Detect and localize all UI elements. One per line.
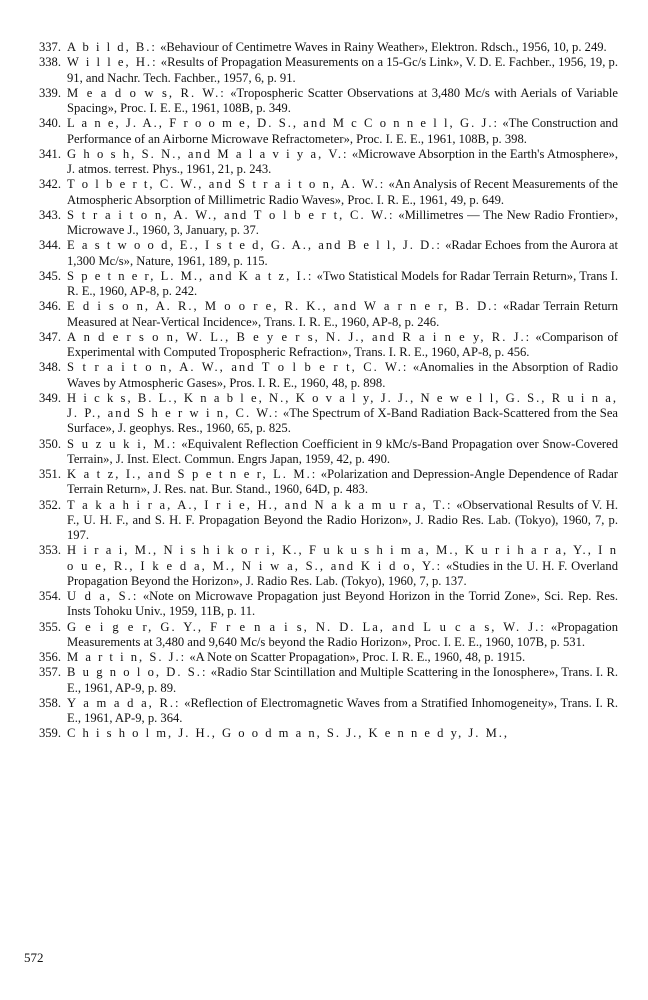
reference-item [24,543,618,589]
reference-authors: B u g n o l o, D. S.: [67,665,208,680]
reference-title: «The Construction and Performance of an Airborne Microwave Refractometer», Proc. I. E. E., 1961, 108B, p. 398. [67,116,618,146]
reference-number: 351. [38,467,61,481]
reference-authors: U d a, S.: [67,589,139,603]
reference-title: «Tropospheric Scatter Observations at 3,480 Mc/s with Aerials of Variable Spacing», Proc. I. E. E., 1961, 108B, p. 349. [67,85,618,115]
reference-text [67,177,618,208]
reference-item [24,650,618,665]
reference-authors: G h o s h, S. N., and M a l a v i y a, V.: [67,146,349,161]
reference-authors: S t r a i t o n, A. W., and T o l b e r t, C. W.: [67,360,409,375]
reference-text [67,269,618,300]
page-number: 572 [24,950,44,965]
reference-authors: S u z u k i, M.: [67,436,178,451]
reference-text [67,543,618,589]
reference-title: «Behaviour of Centimetre Waves in Rainy Weather», Elektron. Rdsch., 1956, 10, p. 249. [160,40,607,54]
reference-text [67,620,618,651]
reference-number: 339. [38,85,61,100]
reference-authors: T o l b e r t, C. W., and S t r a i t o n, A. W.: [67,177,386,192]
reference-item [24,269,618,300]
reference-authors: M a r t i n, S. J.: [67,650,187,664]
reference-item [24,86,618,117]
reference-authors: G e i g e r, G. Y., F r e n a i s, N. D. La, and L u c a s, W. J.: [67,619,546,634]
reference-title: «An Analysis of Recent Measurements of the Atmospheric Absorption of Millimetric Radio Waves», Proc. I. R. E., 1961, 49, p. 649. [67,177,618,207]
reference-authors: H i c k s, B. L., K n a b l e, N., K o v a l y, J. J., N e w e l l, G. S., R u i n a, J. P., and S h e r w i n, C. W.: [67,390,618,420]
reference-text [67,360,618,391]
reference-title: «Studies in the U. H. F. Overland Propagation Beyond the Horizon», J. Radio Res. Lab. (Tokyo), 1960, 7, p. 137. [67,558,618,588]
reference-text [67,40,618,55]
reference-text [67,437,618,468]
reference-authors: A n d e r s o n, W. L., B e y e r s, N. J., and R a i n e y, R. J.: [67,329,532,344]
reference-item [24,726,618,741]
reference-authors: E a s t w o o d, E., I s t e d, G. A., and B e l l, J. D.: [67,238,442,253]
reference-text [67,116,618,147]
reference-number: 346. [38,299,61,314]
reference-authors: L a n e, J. A., F r o o m e, D. S., and M c C o n n e l l, G. J.: [67,116,500,131]
reference-authors: W i l l e, H.: [67,55,158,70]
reference-item [24,391,618,437]
reference-authors: C h i s h o l m, J. H., G o o d m a n, S. J., K e n n e d y, J. M., [67,726,510,741]
reference-authors: A b i l d, B.: [67,40,157,54]
reference-number: 357. [38,665,61,680]
reference-item [24,589,618,620]
reference-title: «Propagation Measurements at 3,480 and 9,640 Mc/s beyond the Radio Horizon», Proc. I. E. E., 1960, 107B, p. 531. [67,619,619,649]
reference-authors: K a t z, I., and S p e t n e r, L. M.: [67,467,318,481]
reference-title: «Radar Terrain Return Measured at Near-Vertical Incidence», Trans. I. R. E., 1960, AP-8, p. 246. [67,299,619,329]
reference-text [67,86,618,117]
reference-text [67,147,618,178]
reference-number: 338. [38,55,61,70]
reference-item [24,55,618,86]
reference-item [24,330,618,361]
reference-item [24,116,618,147]
reference-text [67,467,618,498]
reference-title: «Equivalent Reflection Coefficient in 9 kMc/s-Band Propagation over Snow-Covered Terrain», J. Inst. Elect. Commun. Engrs Japan, 1959, 42, p. 490. [67,436,618,466]
reference-number: 353. [38,543,61,558]
reference-number: 340. [38,116,61,131]
reference-number: 350. [38,436,61,451]
reference-authors: Y a m a d a, R.: [67,695,181,710]
reference-item [24,665,618,696]
reference-title: «The Spectrum of X-Band Radiation Back-Scattered from the Sea Surface», J. geophys. Res., 1960, 65, p. 825. [67,406,618,436]
reference-title: «Results of Propagation Measurements on a 15-Gc/s Link», V. D. E. Fachber., 1956, 19, p. 91, and Nachr. Tech. Fachber., 1957, 6, p. 91. [67,55,618,85]
reference-title: «Anomalies in the Absorption of Radio Waves by Atmospheric Gases», Pros. I. R. E., 1960, 48, p. 898. [67,360,618,390]
reference-number: 342. [38,177,61,192]
reference-title: «A Note on Scatter Propagation», Proc. I. R. E., 1960, 48, p. 1915. [189,650,526,664]
reference-title: «Millimetres — The New Radio Frontier», Microwave J., 1960, 3, January, p. 37. [67,207,618,237]
reference-title: «Radar Echoes from the Aurora at 1,300 Mc/s», Nature, 1961, 189, p. 115. [67,238,618,268]
reference-title: «Two Statistical Models for Radar Terrain Return», Trans I. R. E., 1960, AP-8, p. 242. [67,268,618,298]
reference-item [24,40,618,55]
reference-text [67,726,618,741]
reference-number: 354. [38,589,61,603]
reference-number: 349. [38,390,61,405]
reference-item [24,299,618,330]
reference-title: «Reflection of Electromagnetic Waves from a Stratified Inhomogeneity», Trans. I. R. E., 1961, AP-9, p. 364. [67,695,618,725]
reference-number: 356. [38,650,61,664]
reference-number: 347. [38,329,61,344]
reference-number: 352. [38,497,61,512]
reference-text [67,498,618,544]
reference-authors: M e a d o w s, R. W.: [67,85,226,100]
reference-text [67,650,618,665]
reference-number: 359. [38,726,61,741]
reference-text [67,665,618,696]
reference-item [24,208,618,239]
reference-text [67,208,618,239]
reference-number: 355. [38,619,61,634]
reference-number: 348. [38,360,61,375]
reference-authors: S p e t n e r, L. M., and K a t z, I.: [67,268,314,283]
reference-title: «Polarization and Depression-Angle Dependence of Radar Terrain Return», J. Res. nat. Bur. Stand., 1960, 64D, p. 483. [67,467,618,497]
reference-authors: T a k a h i r a, A., I r i e, H., and N a k a m u r a, T.: [67,497,453,512]
reference-title: «Comparison of Experimental with Computed Tropospheric Refraction», Trans. I. R. E., 1960, AP-8, p. 456. [67,329,619,359]
reference-item [24,437,618,468]
reference-text [67,299,618,330]
reference-text [67,589,618,620]
reference-authors: S t r a i t o n, A. W., and T o l b e r t, C. W.: [67,207,395,222]
reference-item [24,620,618,651]
reference-title: «Radio Star Scintillation and Multiple Scattering in the Ionosphere», Trans. I. R. E., 1961, AP-9, p. 89. [67,665,618,695]
reference-title: «Observational Results of V. H. F., U. H. F., and S. H. F. Propagation Beyond the Radio Horizon», J. Radio Res. Lab. (Tokyo), 1960, 7, p. 197. [67,497,618,542]
reference-list [24,40,618,742]
reference-item [24,696,618,727]
reference-authors: E d i s o n, A. R., M o o r e, R. K., and W a r n e r, B. D.: [67,299,499,314]
reference-text [67,391,618,437]
reference-number: 345. [38,268,61,283]
reference-number: 344. [38,238,61,253]
reference-number: 337. [38,40,61,54]
reference-title: «Microwave Absorption in the Earth's Atmosphere», J. atmos. terrest. Phys., 1961, 21, p. 243. [67,146,618,176]
reference-number: 341. [38,146,61,161]
reference-item [24,238,618,269]
reference-number: 343. [38,207,61,222]
reference-text [67,238,618,269]
reference-authors: H i r a i, M., N i s h i k o r i, K., F u k u s h i m a, M., K u r i h a r a, Y., I n o u e, R., I k e d a, M., N i w a, S., and K i d o, Y.: [67,543,618,573]
reference-text [67,55,618,86]
reference-item [24,360,618,391]
reference-item [24,498,618,544]
reference-item [24,177,618,208]
reference-title: «Note on Microwave Propagation just Beyond Horizon in the Torrid Zone», Sci. Rep. Res. Insts Tohoku Univ., 1959, 11B, p. 11. [67,589,618,619]
reference-number: 358. [38,695,61,710]
reference-item [24,147,618,178]
reference-text [67,330,618,361]
reference-item [24,467,618,498]
reference-text [67,696,618,727]
